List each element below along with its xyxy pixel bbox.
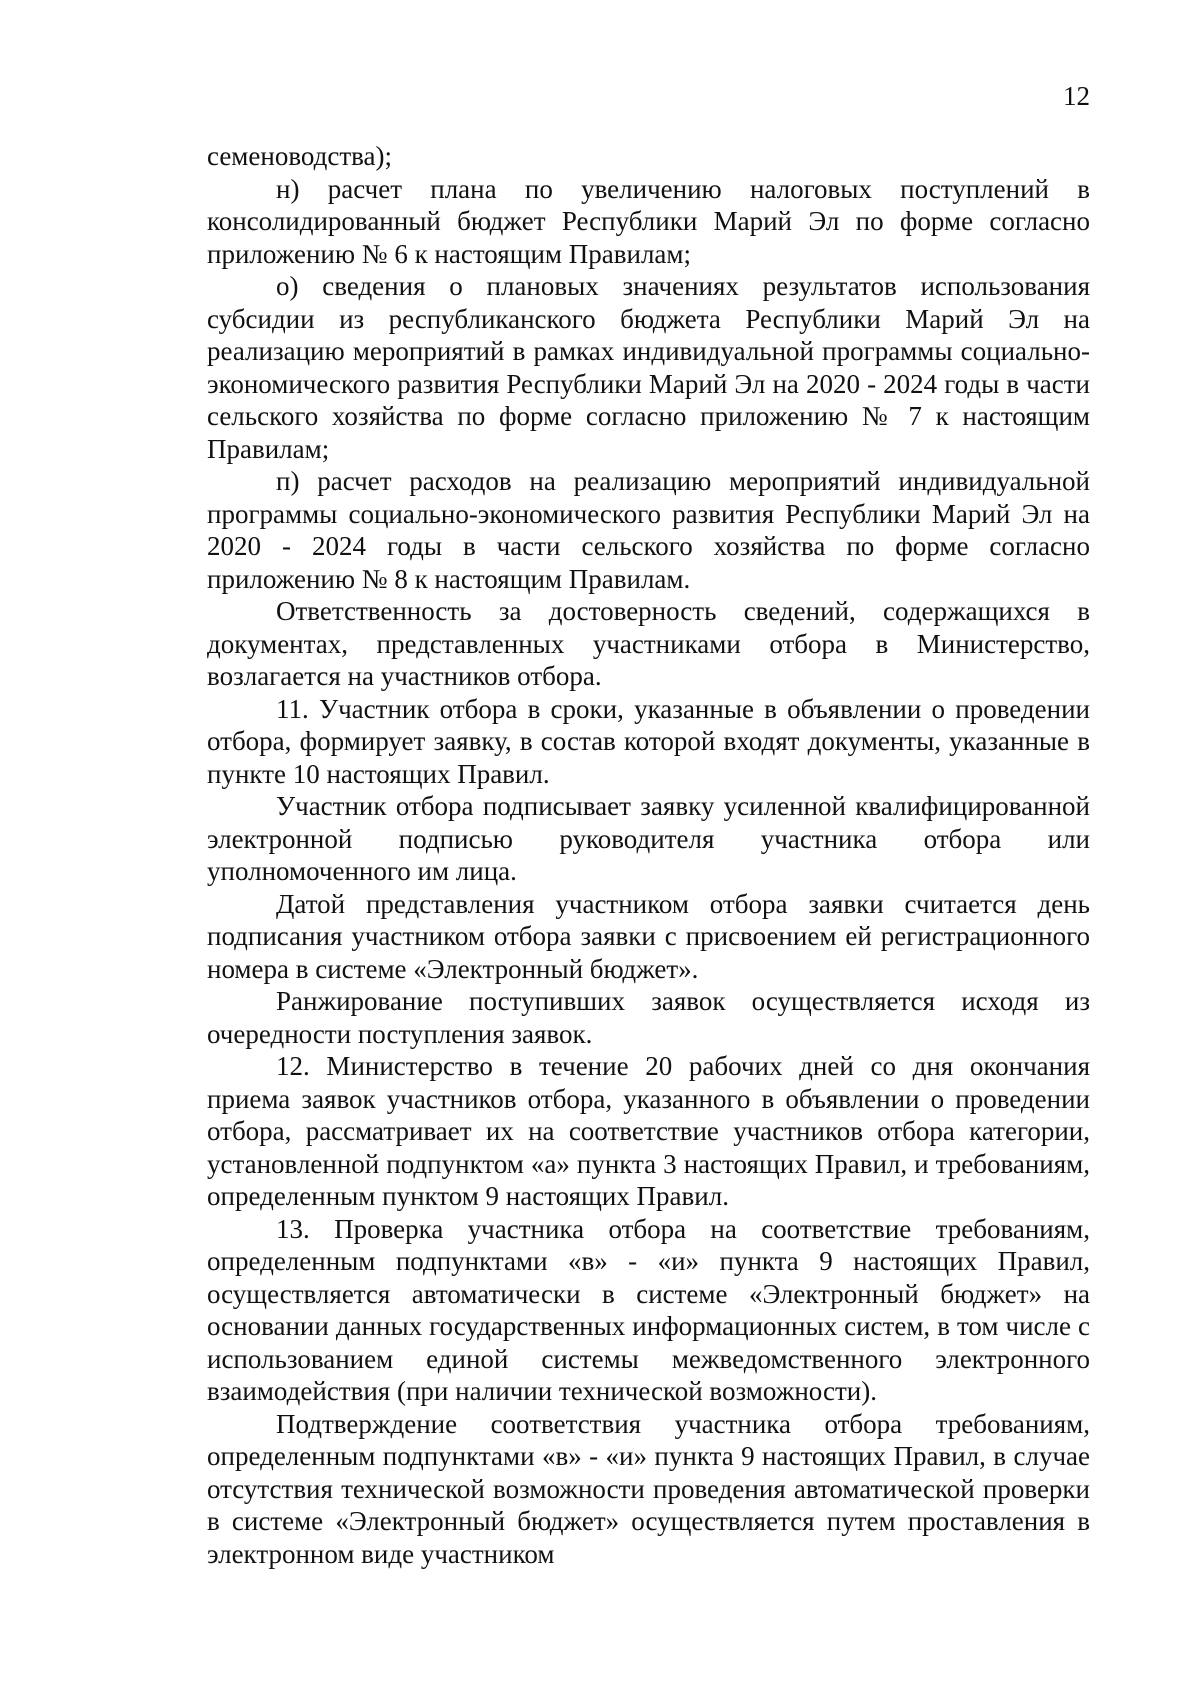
paragraph: Ранжирование поступивших заявок осуществляется исходя из очередности поступления заявок. <box>207 986 1090 1049</box>
paragraph: н) расчет плана по увеличению налоговых поступлений в консолидированный бюджет Республики Марий Эл по форме согласно приложению № 6 к настоящим Правилам; <box>207 173 1090 269</box>
paragraph: 11. Участник отбора в сроки, указанные в объявлении о проведении отбора, формирует заявку, в состав которой входят документы, указанные в пункте 10 настоящих Правил. <box>207 693 1090 789</box>
paragraph: 12. Министерство в течение 20 рабочих дней со дня окончания приема заявок участников отбора, указанного в объявлении о проведении отбора, рассматривает их на соответствие участников отбора категории, установленной подпунктом «а» пункта 3 настоящих Правил, и требованиям, определенным пунктом 9 настоящих Правил. <box>207 1051 1090 1211</box>
paragraph: Участник отбора подписывает заявку усиленной квалифицированной электронной подписью руководителя участника отбора или уполномоченного им лица. <box>207 791 1090 886</box>
paragraph: 13. Проверка участника отбора на соответствие требованиям, определенным подпунктами «в» - «и» пункта 9 настоящих Правил, осуществляется автоматически в системе «Электронный бюджет» на основании данных государственных информационных систем, в том числе с использованием единой системы межведомственного электронного взаимодействия (при наличии технической возможности). <box>207 1213 1090 1406</box>
page-number: 12 <box>1063 81 1090 111</box>
document-body <box>207 140 1090 1570</box>
paragraph: Ответственность за достоверность сведений, содержащихся в документах, представленных участниками отбора в Министерство, возлагается на участников отбора. <box>207 596 1090 691</box>
paragraph: п) расчет расходов на реализацию мероприятий индивидуальной программы социально-экономического развития Республики Марий Эл на 2020 - 2024 годы в части сельского хозяйства по форме согласно приложению № 8 к настоящим Правилам. <box>207 466 1090 594</box>
paragraph: семеноводства); <box>207 141 392 171</box>
paragraph: Датой представления участником отбора заявки считается день подписания участником отбора заявки с присвоением ей регистрационного номера в системе «Электронный бюджет». <box>207 888 1090 984</box>
paragraph: Подтверждение соответствия участника отбора требованиям, определенным подпунктами «в» - «и» пункта 9 настоящих Правил, в случае отсутствия технической возможности проведения автоматической проверки в системе «Электронный бюджет» осуществляется путем проставления в электронном виде участником <box>207 1408 1090 1569</box>
paragraph: о) сведения о плановых значениях результатов использования субсидии из республиканского бюджета Республики Марий Эл на реализацию мероприятий в рамках индивидуальной программы социально-экономического развития Республики Марий Эл на 2020 - 2024 годы в части сельского хозяйства по форме согласно приложению № 7 к настоящим Правилам; <box>207 271 1090 464</box>
